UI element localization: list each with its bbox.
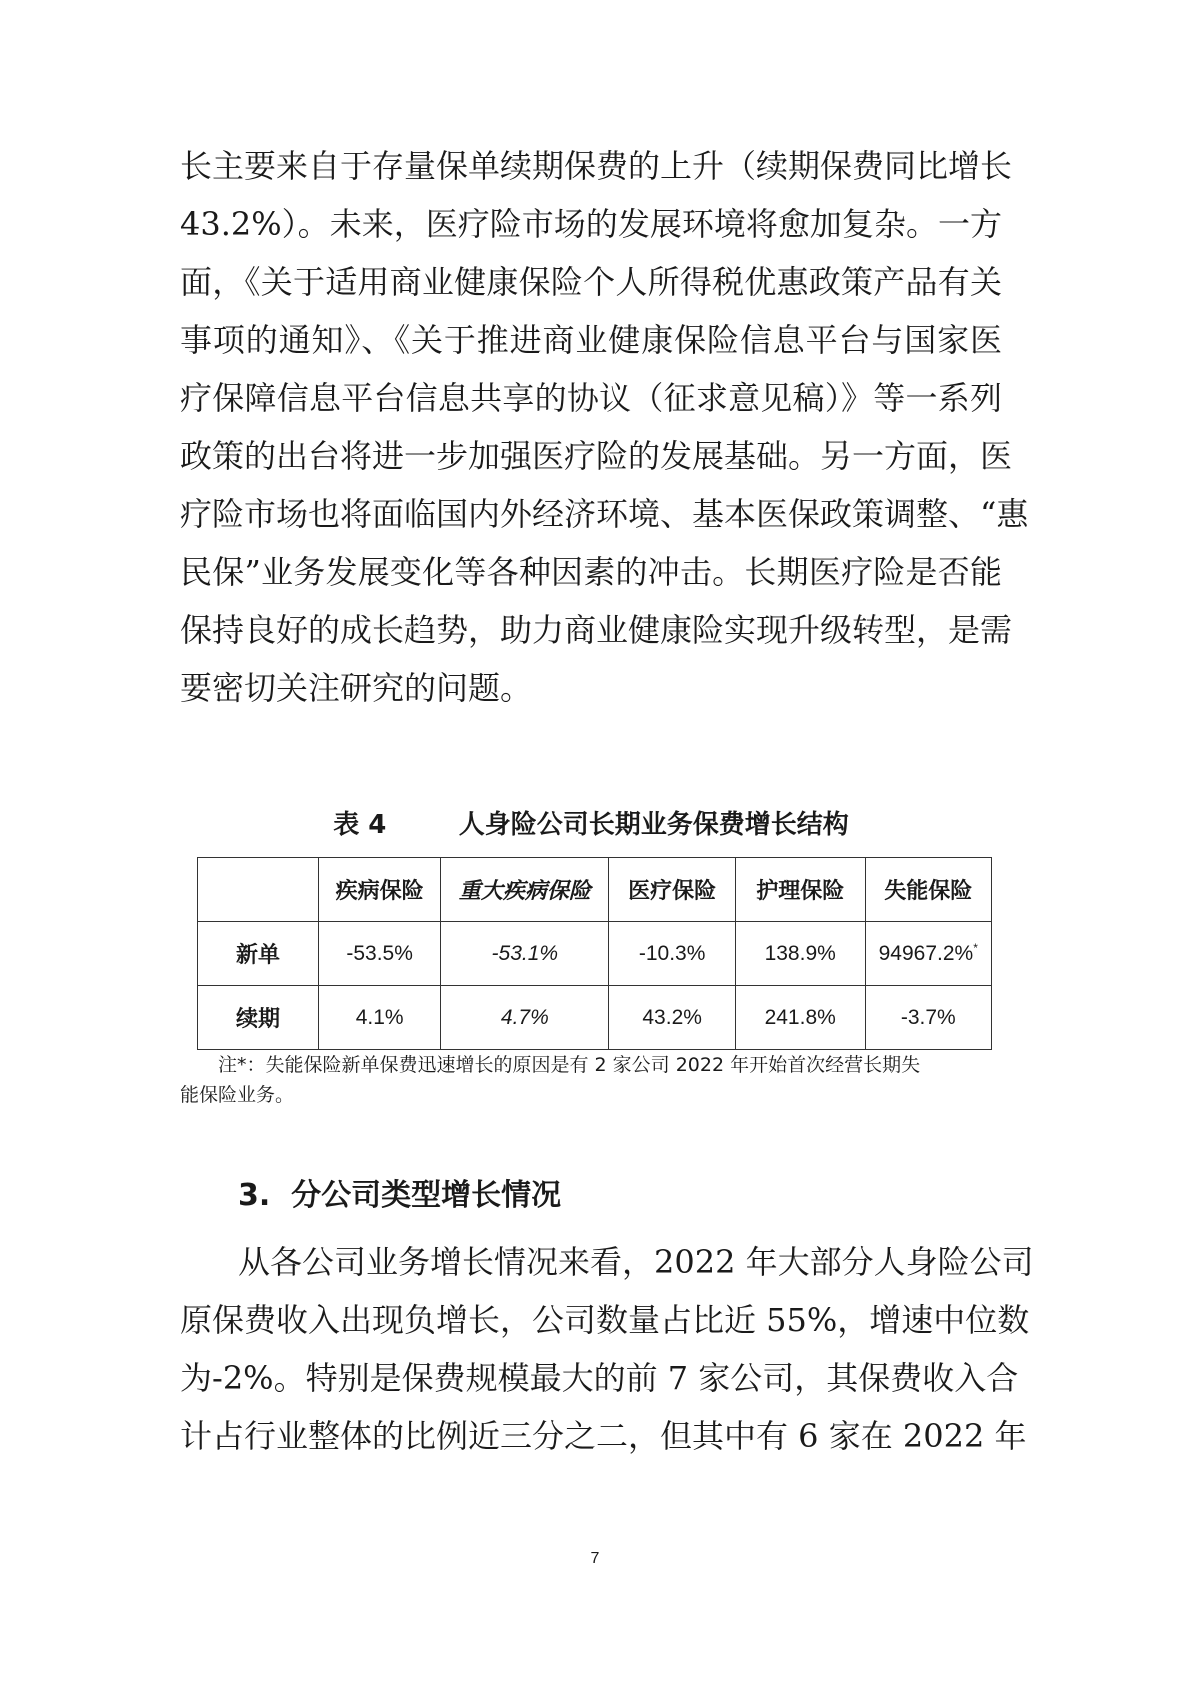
table-caption [180,808,1002,842]
table-note-line: 能保险业务。 [180,1084,295,1106]
table-header-row [198,858,992,922]
table-row [198,986,992,1050]
paragraph-line: 疗险市场也将面临国内外经济环境、基本医保政策调整、“惠 [180,495,1029,533]
paragraph-line: 原保费收入出现负增长，公司数量占比近 55%，增速中位数 [180,1301,1030,1339]
column-header: 疾病保险 [319,858,441,922]
premium-growth-table [197,857,992,1050]
column-header: 护理保险 [735,858,865,922]
table-cell: 4.1% [319,986,441,1050]
table-cell: 4.7% [441,986,609,1050]
table-title: 人身险公司长期业务保费增长结构 [458,810,849,840]
table-cell: -3.7% [865,986,991,1050]
cell-value: 94967.2% [878,942,974,965]
paragraph-line: 长主要来自于存量保单续期保费的上升（续期保费同比增长 [180,147,1013,185]
paragraph-line: 政策的出台将进一步加强医疗险的发展基础。另一方面，医 [180,437,1013,475]
paragraph-line: 疗保障信息平台信息共享的协议（征求意见稿）》等一系列 [180,379,1002,417]
column-header: 医疗保险 [609,858,735,922]
paragraph-line: 43.2%）。未来，医疗险市场的发展环境将愈加复杂。一方 [180,205,1002,243]
row-header: 续期 [198,986,319,1050]
table-cell-with-note [865,922,991,986]
table-cell: -53.5% [319,922,441,986]
table-row [198,922,992,986]
column-header: 重大疾病保险 [441,858,609,922]
section-number: 3. [238,1178,271,1213]
table-number: 表 4 [333,810,387,840]
row-header: 新单 [198,922,319,986]
table-cell: -53.1% [441,922,609,986]
table-note-line: 注*：失能保险新单保费迅速增长的原因是有 2 家公司 2022 年开始首次经营长期失 [218,1054,921,1076]
table-cell: 241.8% [735,986,865,1050]
paragraph-line: 民保”业务发展变化等各种因素的冲击。长期医疗险是否能 [180,553,1002,591]
paragraph-line: 计占行业整体的比例近三分之二，但其中有 6 家在 2022 年 [180,1417,1027,1455]
page-number: 7 [590,1550,600,1567]
table-cell: 138.9% [735,922,865,986]
section-title: 分公司类型增长情况 [291,1178,562,1213]
paragraph-line: 从各公司业务增长情况来看，2022 年大部分人身险公司 [238,1243,1034,1281]
paragraph-line: 面，《关于适用商业健康保险个人所得税优惠政策产品有关 [180,263,1002,301]
table-corner-cell [198,858,319,922]
table-cell: 43.2% [609,986,735,1050]
column-header: 失能保险 [865,858,991,922]
paragraph-line: 要密切关注研究的问题。 [180,669,533,707]
footnote-marker: * [973,941,978,955]
paragraph-line: 为-2%。特别是保费规模最大的前 7 家公司，其保费收入合 [180,1359,1019,1397]
paragraph-line: 保持良好的成长趋势，助力商业健康险实现升级转型，是需 [180,611,1013,649]
table-cell: -10.3% [609,922,735,986]
section-heading [238,1176,561,1216]
paragraph-line: 事项的通知》、《关于推进商业健康保险信息平台与国家医 [180,321,1002,359]
